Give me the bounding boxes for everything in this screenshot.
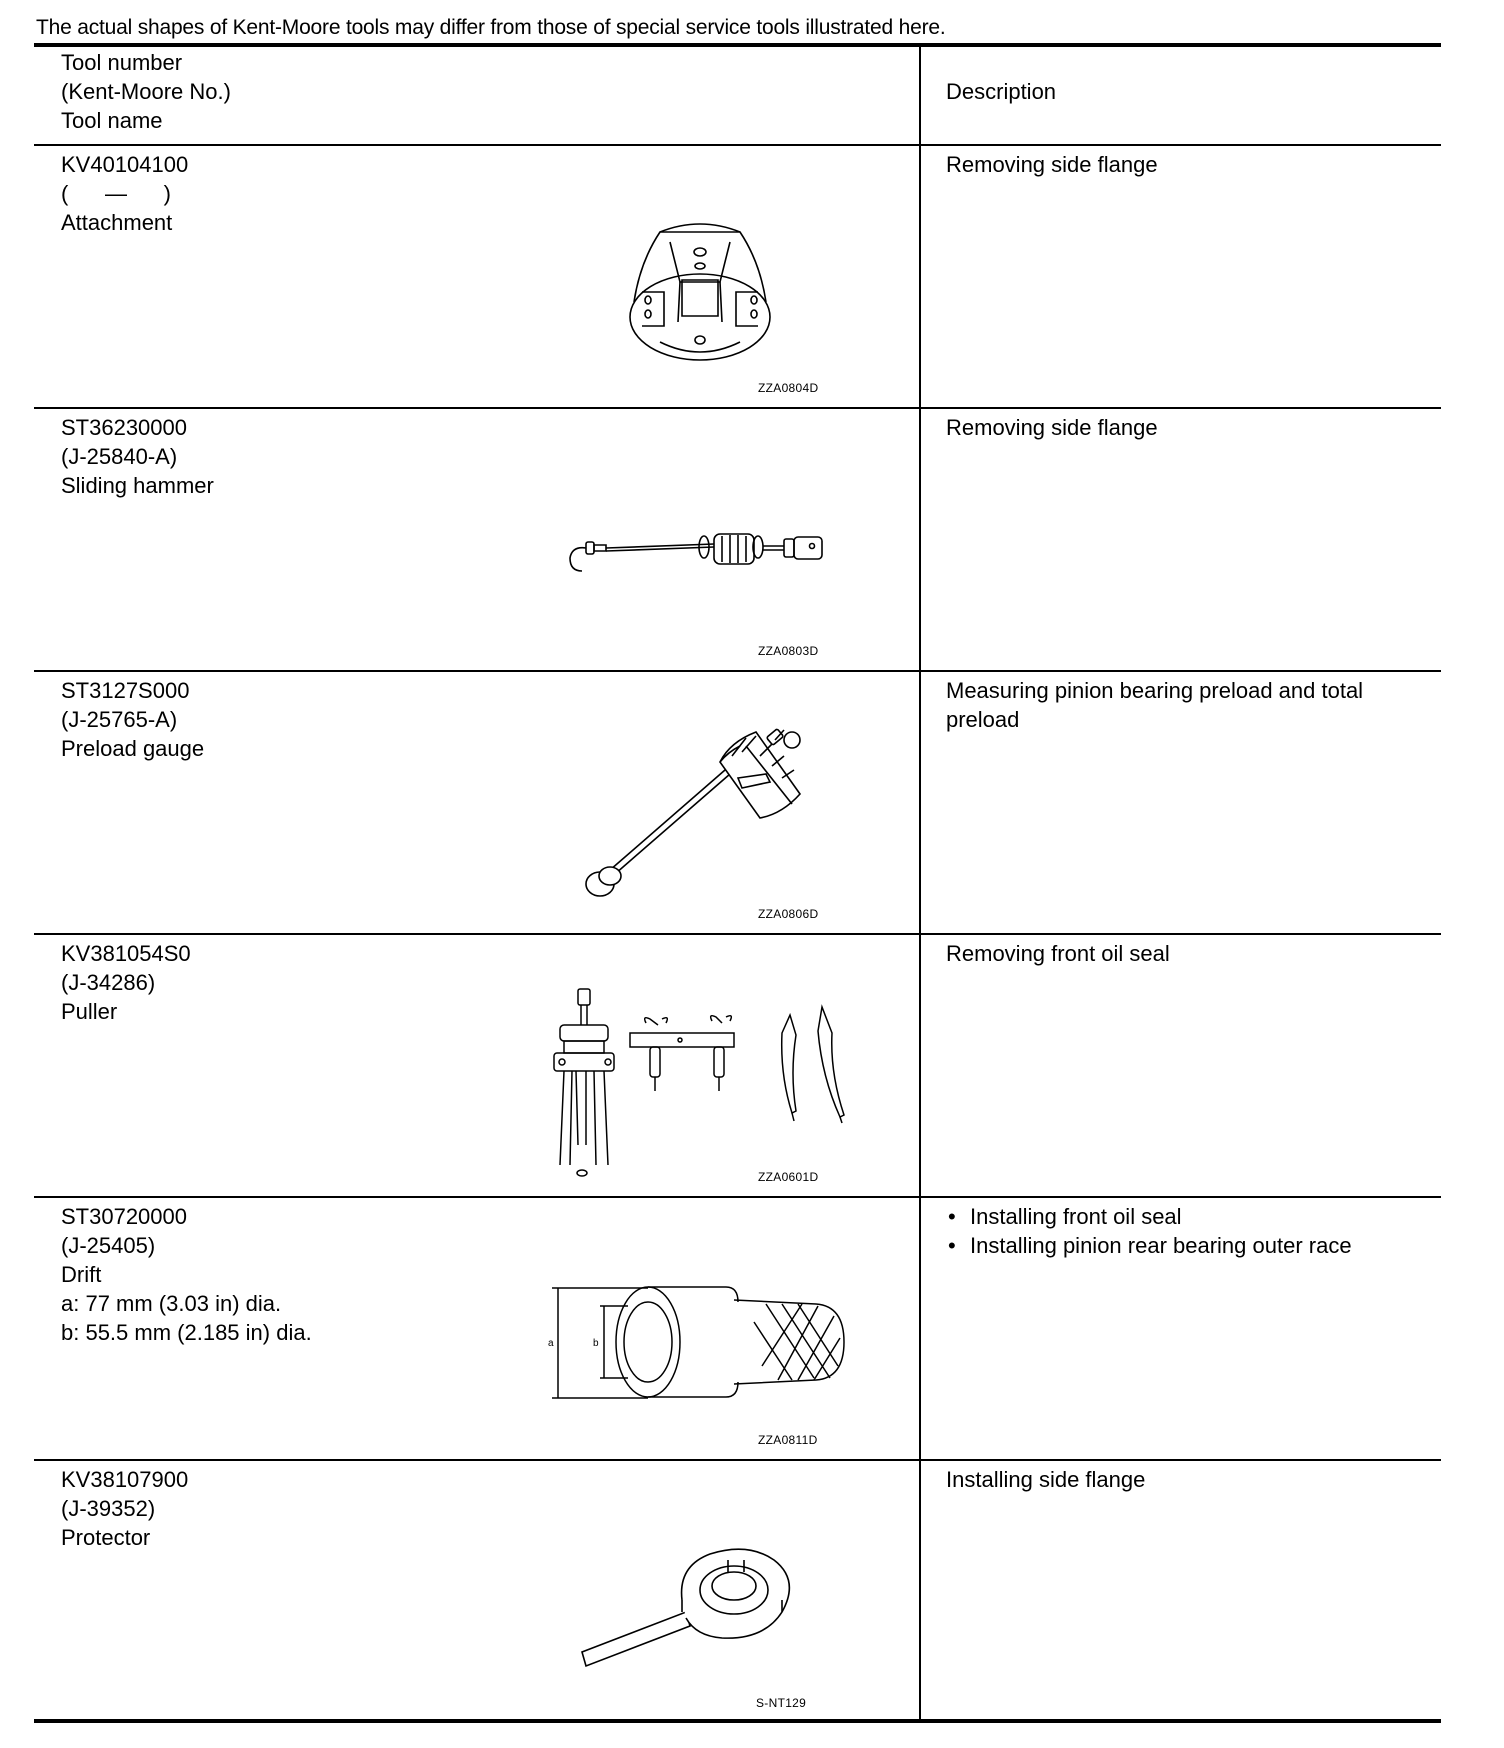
tool-number: ST30720000: [61, 1204, 187, 1229]
kent-moore-number: (J-39352): [61, 1496, 156, 1521]
figure-code: ZZA0811D: [758, 1433, 818, 1447]
tool-name: Preload gauge: [61, 736, 205, 761]
header-description: Description: [946, 79, 1057, 104]
description-text: Measuring pinion bearing preload and total: [946, 678, 1364, 703]
tool-cell-protector: [61, 1465, 188, 1552]
header-tool-column: [61, 48, 231, 135]
description-cell: [946, 676, 1363, 734]
row-divider: [34, 144, 1441, 146]
description-text: Removing side flange: [946, 415, 1158, 440]
tool-name: Attachment: [61, 210, 173, 235]
description-bullet: [946, 1231, 1352, 1260]
figure-code: ZZA0804D: [758, 381, 819, 395]
figure-code: ZZA0806D: [758, 907, 819, 921]
dimension-note-a: a: 77 mm (3.03 in) dia.: [61, 1291, 282, 1316]
kent-moore-number: ( — ): [61, 181, 171, 206]
kent-moore-number: (J-25765-A): [61, 707, 178, 732]
description-bullet-list: [946, 1202, 1352, 1260]
row-divider: [34, 1196, 1441, 1198]
kent-moore-number: (J-25405): [61, 1233, 156, 1258]
drift-illustration: [548, 1282, 848, 1407]
description-cell: [946, 1202, 1352, 1260]
row-divider: [34, 407, 1441, 409]
sliding-hammer-illustration: [564, 526, 829, 581]
tool-name: Drift: [61, 1262, 102, 1287]
tool-name: Puller: [61, 999, 118, 1024]
tool-number: KV40104100: [61, 152, 189, 177]
description-text: Installing side flange: [946, 1467, 1146, 1492]
description-cell: [946, 1465, 1145, 1494]
row-divider: [34, 670, 1441, 672]
description-text: preload: [946, 707, 1020, 732]
column-divider: [919, 46, 921, 1720]
description-text: Installing front oil seal: [970, 1204, 1182, 1229]
kent-moore-number: (J-34286): [61, 970, 156, 995]
tool-cell-sliding-hammer: [61, 413, 214, 500]
dimension-label-a: a: [548, 1338, 554, 1349]
preload-gauge-illustration: [570, 722, 810, 912]
figure-code: ZZA0601D: [758, 1170, 819, 1184]
protector-illustration: [578, 1540, 818, 1680]
description-cell: [946, 413, 1158, 442]
intro-note: The actual shapes of Kent-Moore tools may differ from those of special service tools illustrated here.: [36, 16, 946, 39]
tool-name: Protector: [61, 1525, 151, 1550]
dimension-label-b: b: [593, 1338, 599, 1349]
row-divider: [34, 933, 1441, 935]
description-cell: [946, 939, 1170, 968]
attachment-illustration: [620, 222, 780, 372]
figure-code: S-NT129: [756, 1696, 807, 1710]
description-text: Removing front oil seal: [946, 941, 1170, 966]
table-top-rule: [34, 43, 1441, 47]
tool-number: ST36230000: [61, 415, 187, 440]
tool-number: KV38107900: [61, 1467, 189, 1492]
description-bullet: [946, 1202, 1352, 1231]
description-text: Removing side flange: [946, 152, 1158, 177]
header-tool-number: Tool number: [61, 50, 183, 75]
tool-cell-attachment: [61, 150, 188, 237]
description-text: Installing pinion rear bearing outer race: [970, 1233, 1352, 1258]
tool-cell-drift: [61, 1202, 312, 1347]
dimension-note-b: b: 55.5 mm (2.185 in) dia.: [61, 1320, 312, 1345]
description-cell: [946, 150, 1158, 179]
tool-cell-preload-gauge: [61, 676, 204, 763]
bullet-glyph: •: [948, 1204, 956, 1229]
table-bottom-rule: [34, 1719, 1441, 1723]
tool-number: KV381054S0: [61, 941, 191, 966]
figure-code: ZZA0803D: [758, 644, 819, 658]
kent-moore-number: (J-25840-A): [61, 444, 178, 469]
header-kent-moore: (Kent-Moore No.): [61, 79, 231, 104]
puller-illustration: [550, 985, 850, 1180]
header-tool-name: Tool name: [61, 108, 163, 133]
tool-name: Sliding hammer: [61, 473, 214, 498]
tool-cell-puller: [61, 939, 191, 1026]
tool-number: ST3127S000: [61, 678, 190, 703]
bullet-glyph: •: [948, 1233, 956, 1258]
row-divider: [34, 1459, 1441, 1461]
